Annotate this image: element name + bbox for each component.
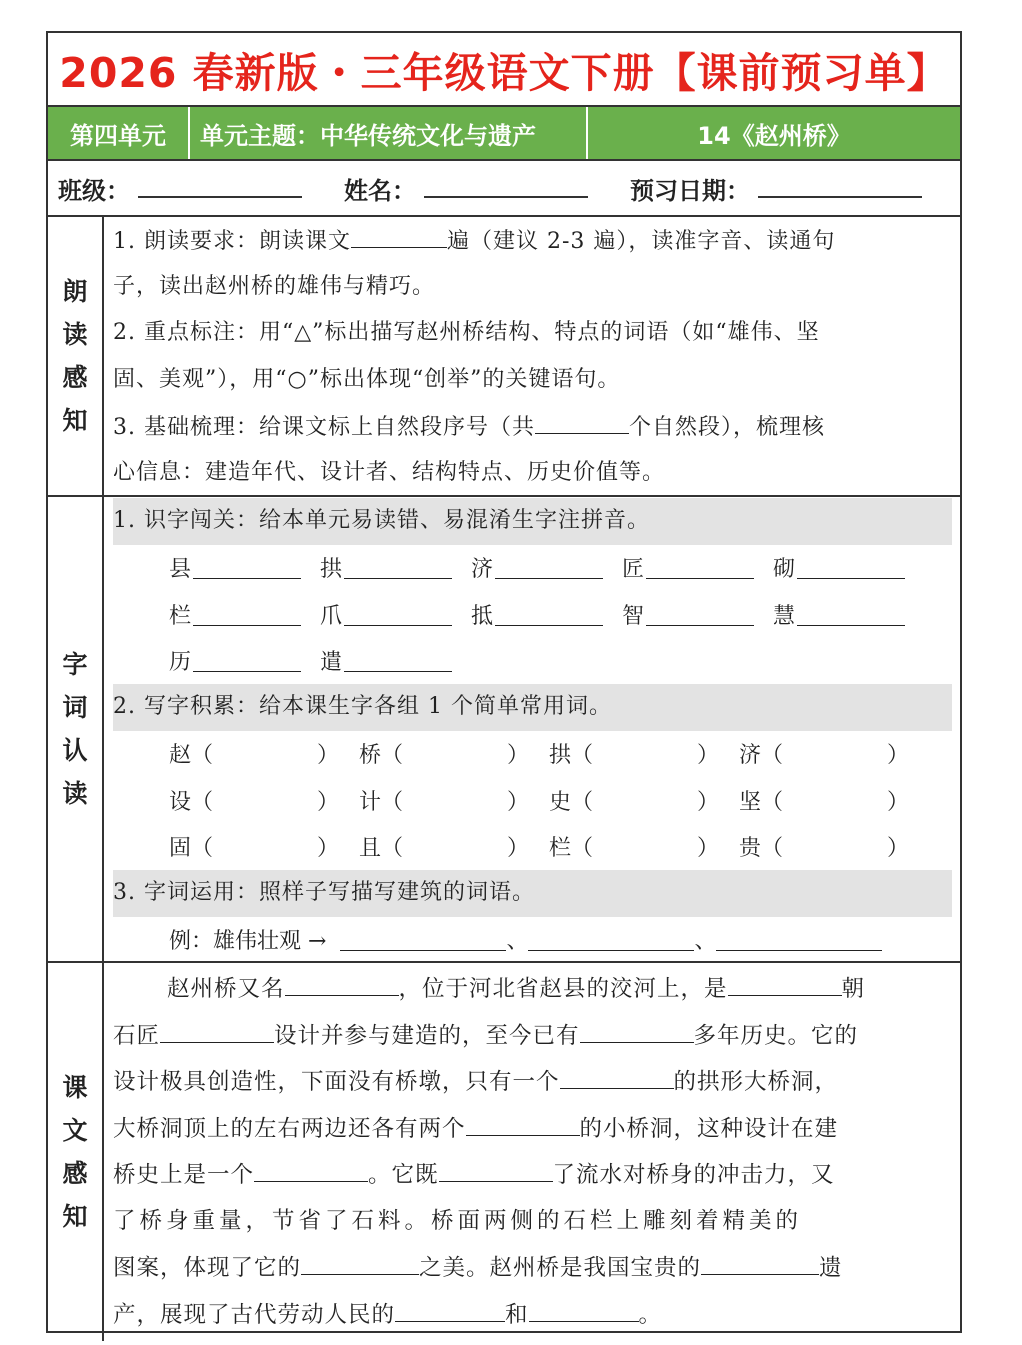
- cloze-line: 图案，体现了它的 之美。赵州桥是我国宝贵的 遗: [113, 1244, 952, 1291]
- date-field[interactable]: [758, 178, 922, 198]
- text-line: 固、美观”），用“○”标出体现“创举”的关键语句。: [113, 366, 621, 392]
- cloze-line: 石匠 设计并参与建造的，至今已有 多年历史。它的: [113, 1012, 952, 1059]
- section-reading: [48, 217, 960, 497]
- paragraph-count-blank[interactable]: [535, 403, 629, 434]
- cloze-blank[interactable]: [701, 1244, 819, 1275]
- pinyin-cell: 拱: [320, 552, 471, 583]
- word-cell[interactable]: 贵（ ）: [739, 836, 909, 862]
- cloze-blank[interactable]: [529, 1291, 639, 1322]
- word-cell[interactable]: 济（ ）: [739, 743, 909, 769]
- text-line: 子，读出赵州桥的雄伟与精巧。: [113, 273, 436, 299]
- word-cell[interactable]: 史（ ）: [549, 789, 719, 815]
- word-cell[interactable]: 坚（ ）: [739, 789, 909, 815]
- pinyin-cell: 历: [169, 645, 320, 676]
- unit-theme: 单元主题：中华传统文化与遗产: [190, 107, 588, 159]
- worksheet-title: 2026 春新版・三年级语文下册【课前预习单】: [48, 33, 960, 107]
- section-words-label: 字 词 认 读: [48, 497, 104, 961]
- pinyin-cell: 县: [169, 552, 320, 583]
- text-line: 2. 重点标注：用“△”标出描写赵州桥结构、特点的词语（如“雄伟、坚: [113, 320, 820, 345]
- task-heading: 3. 字词运用：照样子写描写建筑的词语。: [113, 870, 952, 917]
- section-reading-content: [104, 217, 960, 495]
- cloze-blank[interactable]: [395, 1291, 505, 1322]
- unit-header-bar: [48, 107, 960, 161]
- pinyin-blank[interactable]: [193, 603, 301, 626]
- read-times-blank[interactable]: [351, 217, 447, 248]
- cloze-line: 产，展现了古代劳动人民的 和 。: [113, 1291, 952, 1338]
- pinyin-blank[interactable]: [646, 556, 754, 579]
- worksheet: [46, 31, 962, 1333]
- word-row: [113, 824, 952, 871]
- pinyin-row: [113, 545, 952, 592]
- pinyin-cell: 砌: [773, 552, 924, 583]
- pinyin-row: [113, 638, 952, 685]
- unit-label: 第四单元: [48, 107, 190, 159]
- section-words: [48, 497, 960, 963]
- cloze-blank[interactable]: [580, 1012, 694, 1043]
- example-text: 例：雄伟壮观 →: [169, 929, 327, 955]
- name-field[interactable]: [424, 178, 588, 198]
- pinyin-blank[interactable]: [495, 556, 603, 579]
- word-cell[interactable]: 计（ ）: [359, 789, 529, 815]
- cloze-blank[interactable]: [285, 965, 399, 996]
- text-line: 3. 基础梳理：给课文标上自然段序号（共 个自然段），梳理核: [113, 403, 952, 450]
- pinyin-cell: 抵: [471, 599, 622, 630]
- word-cell[interactable]: 固（ ）: [169, 836, 339, 862]
- example-row: 例：雄伟壮观 → 、 、: [113, 917, 952, 964]
- date-label: 预习日期：: [630, 176, 750, 205]
- cloze-line: 了桥身重量，节省了石料。桥面两侧的石栏上雕刻着精美的: [113, 1207, 803, 1234]
- cloze-blank[interactable]: [439, 1151, 553, 1182]
- pinyin-blank[interactable]: [495, 603, 603, 626]
- pinyin-blank[interactable]: [797, 556, 905, 579]
- pinyin-blank[interactable]: [344, 556, 452, 579]
- pinyin-row: [113, 591, 952, 638]
- student-info-row: [48, 161, 960, 217]
- task-heading: 2. 写字积累：给本课生字各组 1 个简单常用词。: [113, 684, 952, 731]
- word-blank[interactable]: [716, 928, 882, 951]
- cloze-line: 桥史上是一个 。它既 了流水对桥身的冲击力，又: [113, 1151, 952, 1198]
- section-comprehension-content: [104, 963, 960, 1341]
- word-row: [113, 777, 952, 824]
- pinyin-blank[interactable]: [193, 649, 301, 672]
- lesson-title: 14《赵州桥》: [697, 121, 851, 150]
- pinyin-cell: 遣: [320, 645, 471, 676]
- word-blank[interactable]: [528, 928, 694, 951]
- section-words-content: [104, 497, 960, 961]
- class-label: 班级：: [58, 176, 130, 205]
- section-reading-label: 朗 读 感 知: [48, 217, 104, 495]
- pinyin-blank[interactable]: [646, 603, 754, 626]
- cloze-blank[interactable]: [254, 1151, 368, 1182]
- cloze-line: 大桥洞顶上的左右两边还各有两个 的小桥洞，这种设计在建: [113, 1105, 952, 1152]
- word-cell[interactable]: 拱（ ）: [549, 743, 719, 769]
- pinyin-blank[interactable]: [344, 603, 452, 626]
- word-cell[interactable]: 桥（ ）: [359, 743, 529, 769]
- pinyin-cell: 智: [622, 599, 773, 630]
- text-line: 1. 朗读要求：朗读课文 遍（建议 2-3 遍），读准字音、读通句: [113, 217, 952, 264]
- cloze-blank[interactable]: [466, 1105, 580, 1136]
- class-field[interactable]: [138, 178, 302, 198]
- section-comprehension: [48, 963, 960, 1341]
- word-cell[interactable]: 且（ ）: [359, 836, 529, 862]
- pinyin-cell: 栏: [169, 599, 320, 630]
- cloze-line: 设计极具创造性，下面没有桥墩，只有一个 的拱形大桥洞，: [113, 1058, 952, 1105]
- word-cell[interactable]: 设（ ）: [169, 789, 339, 815]
- cloze-line: 赵州桥又名 ，位于河北省赵县的洨河上，是 朝: [113, 965, 952, 1012]
- pinyin-cell: 济: [471, 552, 622, 583]
- cloze-blank[interactable]: [160, 1012, 274, 1043]
- word-cell[interactable]: 栏（ ）: [549, 836, 719, 862]
- pinyin-blank[interactable]: [797, 603, 905, 626]
- section-comprehension-label: 课 文 感 知: [48, 963, 104, 1341]
- cloze-blank[interactable]: [301, 1244, 419, 1275]
- name-label: 姓名：: [344, 176, 416, 205]
- pinyin-cell: 爪: [320, 599, 471, 630]
- cloze-blank[interactable]: [728, 965, 842, 996]
- pinyin-blank[interactable]: [344, 649, 452, 672]
- text-line: 心信息：建造年代、设计者、结构特点、历史价值等。: [113, 459, 666, 485]
- word-row: [113, 731, 952, 778]
- pinyin-cell: 慧: [773, 599, 924, 630]
- word-cell[interactable]: 赵（ ）: [169, 743, 339, 769]
- task-heading: 1. 识字闯关：给本单元易读错、易混淆生字注拼音。: [113, 498, 952, 545]
- word-blank[interactable]: [340, 928, 506, 951]
- cloze-blank[interactable]: [560, 1058, 674, 1089]
- pinyin-cell: 匠: [622, 552, 773, 583]
- pinyin-blank[interactable]: [193, 556, 301, 579]
